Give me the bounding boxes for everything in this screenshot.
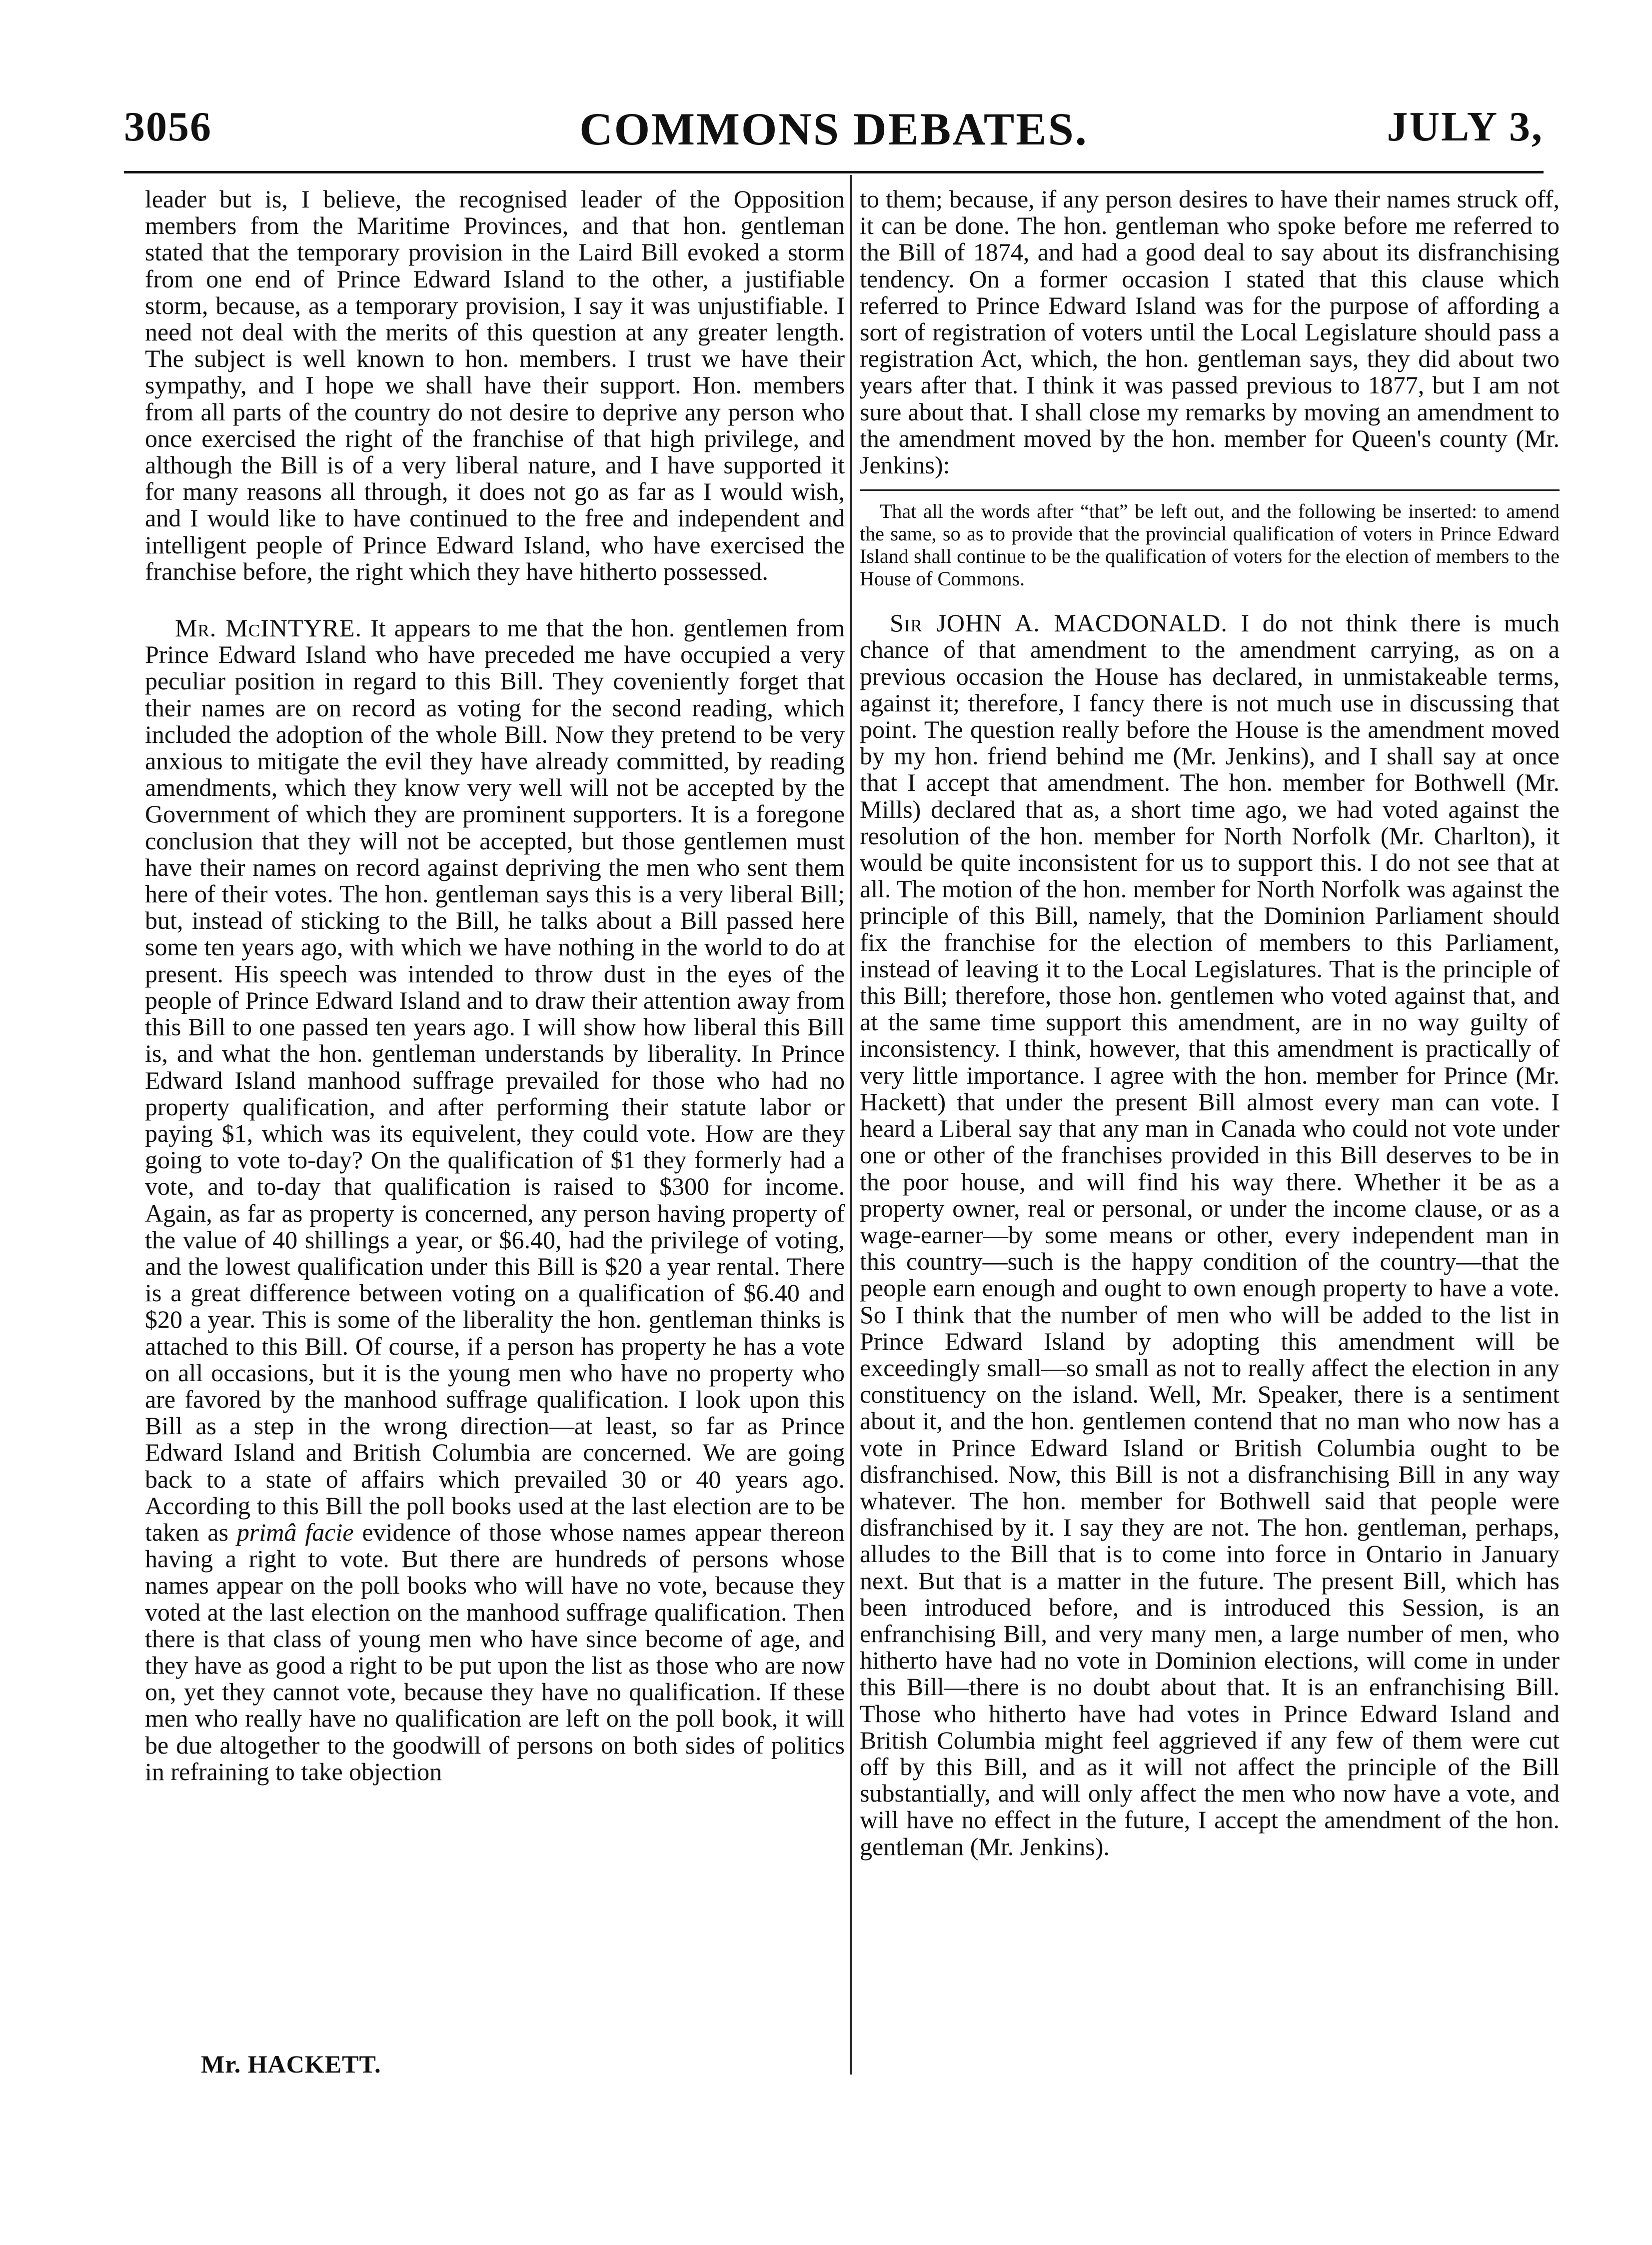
speech-macdonald [860,610,1560,1860]
motion-rule [860,489,1560,491]
header-rule [124,171,1544,173]
column-divider [850,175,852,2075]
speech-text-end: evidence of those whose names appear thereon having a right to vote. But there are hundreds of persons whose names appear on the poll books who will have no vote, because they voted at the last election on the manhood suffrage qualification. Then there is that class of young men who have since become of age, and they have as good a right to be put upon the list as those who are now on, yet they cannot vote, because they have no qualification. If these men who really have no qualification are left on the poll book, it will be due altogether to the goodwill of persons on both sides of politics in refraining to take objection [145,1518,845,1786]
motion-text: That all the words after “that” be left out, and the following be inserted: to amend the same, so as to provide that the provincial qualification of voters in Prince Edward Island shall continue to be the qualification of voters for the election of members to the House of Commons. [860,500,1560,590]
speech-text: I do not think there is much chance of that amendment to the amendment carrying, as on a previous occasion the House has declared, in unmistakeable terms, against it; therefore, I fancy there is not much use in discussing that point. The question really before the House is the amendment moved by my hon. friend behind me (Mr. Jenkins), and I shall say at once that I accept that amendment. The hon. member for Bothwell (Mr. Mills) declared that as, a short time ago, we had voted against the resolution of the hon. member for North Norfolk (Mr. Charlton), it would be quite inconsistent for us to support this. I do not see that at all. The motion of the hon. member for North Norfolk was against the principle of this Bill, namely, that the Dominion Parliament should fix the franchise for the election of members to this Parliament, instead of leaving it to the Local Legislatures. That is the principle of this Bill; therefore, those hon. gentlemen who voted against that, and at the same time support this amendment, are in no way guilty of inconsistency. I think, however, that this amendment is practically of very little importance. I agree with the hon. member for Prince (Mr. Hackett) that under the present Bill almost every man can vote. I heard a Liberal say that any man in Canada who could not vote under one or other of the franchises provided in this Bill deserves to be in the poor house, and will find his way there. Whether it be as a property owner, real or personal, or under the income clause, or as a wage-earner—by some means or other, every independent man in this country—such is the happy condition of the country—that the people earn enough and ought to own enough property to have a vote. So I think that the number of men who will be added to the list in Prince Edward Island by adopting this amendment will be exceedingly small—so small as not to really affect the election in any constituency on the island. Well, Mr. Speaker, there is a sentiment about it, and the hon. gentlemen contend that no man who now has a vote in Prince Edward Island or British Columbia ought to be disfranchised. Now, this Bill is not a disfranchising Bill in any way whatever. The hon. member for Bothwell said that people were disfranchised by it. I say they are not. The hon. gentleman, perhaps, alludes to the Bill that is to come into force in Ontario in January next. But that is a matter in the future. The present Bill, which has been introduced before, and is introduced this Session, is an enfranchising Bill, and very many men, a large number of men, who hitherto have had no vote in Dominion elections, will come in under this Bill—there is no doubt about that. It is an enfranchising Bill. Those who hitherto have had votes in Prince Edward Island and British Columbia might feel aggrieved if any few of them were cut off by this Bill, and as it will not affect the principle of the Bill substantially, and will only affect the men who now have a vote, and will have no effect in the future, I accept the amendment of the hon. gentleman (Mr. Jenkins). [860,609,1560,1861]
page-title: COMMONS DEBATES. [579,103,1088,154]
paragraph-continued: to them; because, if any person desires to have their names struck off, it can be done. The hon. gentleman who spoke before me referred to the Bill of 1874, and had a good deal to say about its disfranchising tendency. On a former occasion I stated that this clause which referred to Prince Edward Island was for the purpose of affording a sort of registration of voters until the Local Legislature should pass a registration Act, which, the hon. gentleman says, they did about two years after that. I think it was passed previous to 1877, but I am not sure about that. I shall close my remarks by moving an amendment to the amendment moved by the hon. member for Queen's county (Mr. Jenkins): [860,185,1560,479]
speech-text: It appears to me that the hon. gentlemen from Prince Edward Island who have preceded me have occupied a very peculiar position in regard to this Bill. They coveniently forget that their names are on record as voting for the second reading, which included the adoption of the whole Bill. Now they pretend to be very anxious to mitigate the evil they have already committed, by reading amendments, which they know very well will not be accepted by the Government of which they are prominent supporters. It is a foregone conclusion that they will not be accepted, but those gentlemen must have their names on record against depriving the men who sent them here of their votes. The hon. gentleman says this is a very liberal Bill; but, instead of sticking to the Bill, he talks about a Bill passed here some ten years ago, with which we have nothing in the world to do at present. His speech was intended to throw dust in the eyes of the people of Prince Edward Island and to draw their attention away from this Bill to one passed ten years ago. I will show how liberal this Bill is, and what the hon. gentleman understands by liberality. In Prince Edward Island manhood suffrage prevailed for those who had no property qualification, and after performing their statute labor or paying $1, which was its equivelent, they could vote. How are they going to vote to-day? On the qualification of $1 they formerly had a vote, and to-day that qualification is raised to $300 for income. Again, as far as property is concerned, any person having property of the value of 40 shillings a year, or $6.40, had the privilege of voting, and the lowest qualification under this Bill is $20 a year rental. There is a great difference between voting on a qualification of $6.40 and $20 a year. This is some of the liberality the hon. gentleman thinks is attached to this Bill. Of course, if a person has property he has a vote on all occasions, but it is the young men who have no property who are favored by the manhood suffrage qualification. I look upon this Bill as a step in the wrong direction—at least, so far as Prince Edward Island and British Columbia are concerned. We are going back to a state of affairs which prevailed 30 or 40 years ago. According to this Bill the poll books used at the last election are to be taken as [145,614,845,1546]
right-column [860,186,1560,1860]
italic-phrase: primâ facie [236,1518,354,1546]
left-column [145,186,845,1785]
speaker-name: Sir JOHN A. MACDONALD. [890,609,1228,637]
page-number: 3056 [124,103,212,150]
speaker-name: Mr. McINTYRE. [175,614,362,642]
paragraph-continued: leader but is, I believe, the recognised leader of the Opposition members from the Maritime Provinces, and that hon. gentleman stated that the temporary provision in the Laird Bill evoked a storm from one end of Prince Edward Island to the other, a justifiable storm, because, as a temporary provision, I say it was unjustifiable. I need not deal with the merits of this question at any greater length. The subject is well known to hon. members. I trust we have their sympathy, and I hope we shall have their support. Hon. members from all parts of the country do not desire to deprive any person who once exercised the right of the franchise of that high privilege, and although the Bill is of a very liberal nature, and I have supported it for many reasons all through, it does not go as far as I would wish, and I would like to have continued to the free and independent and intelligent people of Prince Edward Island, who have exercised the franchise before, the right which they have hitherto possessed. [145,185,845,585]
page-date: JULY 3, [1387,103,1544,150]
page-header [124,102,1544,157]
running-footer-name: Mr. HACKETT. [201,2050,381,2078]
speech-mcintyre [145,615,845,1785]
